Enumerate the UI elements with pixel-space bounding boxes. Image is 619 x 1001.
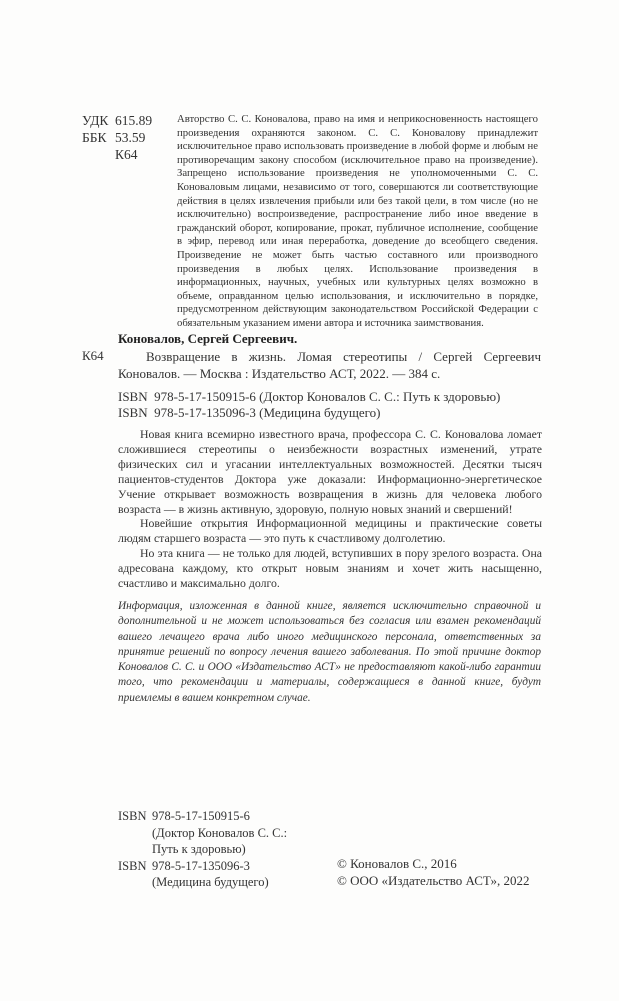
code-value: К64 <box>115 147 138 162</box>
isbn-label <box>118 874 152 891</box>
isbn-label: ISBN <box>118 809 147 823</box>
annotation <box>118 427 542 591</box>
footer-isbn-row <box>118 874 287 891</box>
footer-isbn-row <box>118 841 287 858</box>
copyright-line: © Коновалов С., 2016 <box>337 856 457 871</box>
footer-isbn-block <box>118 808 287 891</box>
annotation-paragraph: Но эта книга — не только для людей, вступивших в пору зрелого возраста. Она адресована каждому, кто открыт новым знаниям и хочет жить насыщенно, счастливо и максимально долго. <box>118 546 542 591</box>
isbn-value: (Доктор Коновалов С. С.: <box>152 825 288 840</box>
footer-isbn-row <box>118 808 287 825</box>
medical-disclaimer: Информация, изложенная в данной книге, является исключительно справочной и дополнительной и не может использоваться без согласия или взамен рекомендаций вашего лечащего врача либо иного медицинского персонала, ответственных за принятие решений по вопросу лечения вашего заболевания. По этой причине доктор Коновалов С. С. и ООО «Издательство АСТ» не предоставляют какой-либо гарантии того, что рекомендации и материалы, содержащиеся в данной книге, будут приемлемы в вашем конкретном случае. <box>118 600 541 704</box>
annotation-paragraph: Новейшие открытия Информационной медицины и практические советы людям старшего возраста — это путь к счастливому долголетию. <box>118 516 542 546</box>
code-label <box>82 146 115 163</box>
copyright-line: © ООО «Издательство АСТ», 2022 <box>337 873 530 888</box>
isbn-value: Путь к здоровью) <box>152 842 246 856</box>
footer-isbn-row <box>118 858 287 875</box>
isbn-list <box>118 389 500 421</box>
code-value: 53.59 <box>115 130 146 145</box>
isbn-label <box>118 841 152 858</box>
bibliographic-code: К64 <box>82 348 104 363</box>
isbn-value: (Медицина будущего) <box>152 875 269 889</box>
copyright-block <box>337 855 530 889</box>
code-value: 615.89 <box>115 113 153 128</box>
code-label: ББК <box>82 130 107 145</box>
rights-notice-text: Авторство С. С. Коновалова, право на имя и неприкосновенность настоящего произведения охраняются законом. С. С. Коновалову принадлежит исключительное право использовать произведение в любой форме и любым не противоречащим закону способом (исключительное право на произведение). Запрещено использование произведения не уполномоченными С. С. Коноваловым лицами, независимо от того, совершаются ли соответствующие действия в целях извлечения прибыли или без такой цели, в том числе (но не исключительно) воспроизведение, распространение либо иное введение в гражданский оборот, копирование, прокат, публичное исполнение, сообщение в эфир, перевод или иная переработка, доведение до всеобщего сведения. Произведение не может быть частью составного или производного произведения в любых целях. Использование произведения в информационных, научных, учебных или культурных целях возможно в объеме, оправданном целью использования, и исключительно в порядке, предусмотренном действующим законодательством Российской Федерации с обязательным указанием имени автора и источника заимствования. <box>177 113 538 329</box>
isbn-value: 978-5-17-150915-6 <box>152 809 250 823</box>
annotation-paragraph: Новая книга всемирно известного врача, профессора С. С. Коновалова ломает сложившиеся стереотипы о неизбежности возрастных изменений, утрате физических сил и угасании интеллектуальных возможностей. Десятки тысяч пациентов-студентов Доктора уже доказали: Информационно-энергетическое Учение открывает возможность возвращения в жизнь для человека любого возраста — в жизнь активную, здоровую, полную новых знаний и свершений! <box>118 427 542 516</box>
isbn-line: ISBN 978-5-17-135096-3 (Медицина будущего) <box>118 405 381 420</box>
isbn-label <box>118 825 152 842</box>
isbn-value: 978-5-17-135096-3 <box>152 858 250 873</box>
rights-notice <box>118 113 538 331</box>
bibliographic-title: Возвращение в жизнь. Ломая стереотипы / Сергей Сергеевич Коновалов. — Москва : Издательство АСТ, 2022. — 384 с. <box>118 349 541 381</box>
footer-isbn-row <box>118 825 287 842</box>
bibliographic-author: Коновалов, Сергей Сергеевич. <box>118 331 298 346</box>
isbn-label: ISBN <box>118 858 147 873</box>
code-label: УДК <box>82 113 109 128</box>
isbn-line: ISBN 978-5-17-150915-6 (Доктор Коновалов С. С.: Путь к здоровью) <box>118 389 501 404</box>
